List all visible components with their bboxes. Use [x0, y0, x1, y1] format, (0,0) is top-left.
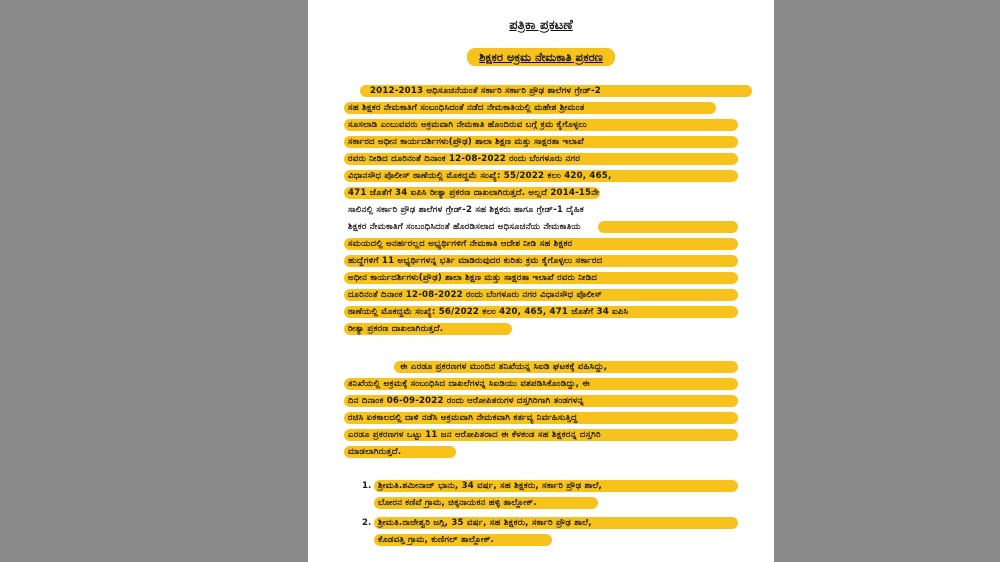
paragraph-line: ರವರು ನೀಡಿದ ದೂರಿನಂತೆ ದಿನಾಂಕ 12-08-2022 ರಂದು ಬೆಂಗಳೂರು ನಗರ — [348, 154, 581, 164]
paragraph-line: ಹುದ್ದೆಗಳಿಗೆ 11 ಅಭ್ಯರ್ಥಿಗಳನ್ನ ಭರ್ತಿ ಮಾಡಿರುವುದರ ಕುರಿತು ಕ್ರಮ ಕೈಗೊಳ್ಳಲು ಸರ್ಕಾರದ — [348, 256, 603, 266]
paragraph-line: ರಚಿಸಿ ಏಕಕಾಲದಲ್ಲಿ ದಾಳಿ ನಡೆಸಿ ಅಕ್ರಮವಾಗಿ ನೇಮಕವಾಗಿ ಕರ್ತವ್ಯ ನಿರ್ವಹಿಸುತ್ತಿದ್ದ — [348, 413, 578, 423]
list-item-line: ಬೋರನ ಕಣಿವೆ ಗ್ರಾಮ, ಚಿಕ್ಕನಾಯಕನ ಹಳ್ಳಿ ತಾಲ್ಲೋಕ್. — [378, 498, 537, 508]
highlight-mark — [598, 221, 738, 233]
paragraph-line: ದಿನ ದಿನಾಂಕ 06-09-2022 ರಂದು ಆರೋಪಿತರುಗಳ ದಸ್ತಗಿರಿಗಾಗಿ ತಂಡಗಳನ್ನ — [348, 396, 584, 406]
paragraph-line: ಶಿಕ್ಷಕರ ನೇಮಕಾತಿಗೆ ಸಂಬಂಧಿಸಿದಂತೆ ಹೊರಡಿಸಲಾದ ಅಧಿಸೂಚನೆಯ ನೇಮಕಾತಿಯ — [348, 222, 581, 232]
paragraph-line: ಸಾಲಿನಲ್ಲಿ ಸರ್ಕಾರಿ ಪ್ರೌಢ ಶಾಲೆಗಳ ಗ್ರೇಡ್-2 ಸಹ ಶಿಕ್ಷಕರು ಹಾಗೂ ಗ್ರೇಡ್-1 ದೈಹಿಕ — [348, 205, 584, 215]
paragraph-line: ವಿಧಾನಸೌಧ ಪೊಲೀಸ್ ಠಾಣೆಯಲ್ಲಿ ಮೊಕದ್ದಮೆ ಸಂಖ್ಯೆ: 55/2022 ಕಲಂ 420, 465, — [348, 171, 612, 181]
paragraph-line: ಸೂಸಲಾಡಿ ಎಂಬುವವರು ಅಕ್ರಮವಾಗಿ ನೇಮಕಾತಿ ಹೊಂದಿರುವ ಬಗ್ಗೆ ಕ್ರಮ ಕೈಗೊಳ್ಳಲು — [348, 120, 587, 130]
list-item-line: ಶ್ರೀಮತಿ.ಶಮೀನಾಜ್ ಭಾನು, 34 ವರ್ಷ, ಸಹ ಶಿಕ್ಷಕರು, ಸರ್ಕಾರಿ ಪ್ರೌಢ ಶಾಲೆ, — [378, 481, 603, 491]
paragraph-line: ತನಿಖೆಯಲ್ಲಿ ಅಕ್ರಮಕ್ಕೆ ಸಂಬಂಧಿಸಿದ ದಾಖಲೆಗಳನ್ನ ಸಿಐಡಿಯು ವಶಪಡಿಸಿಕೊಂಡಿದ್ದು, ಈ — [348, 379, 590, 389]
list-number: 1. — [362, 481, 372, 491]
paragraph-line: ಸರ್ಕಾರದ ಅಧೀನ ಕಾರ್ಯದರ್ಶಿಗಳು(ಪ್ರೌಢ) ಶಾಲಾ ಶಿಕ್ಷಣ ಮತ್ತು ಸಾಕ್ಷರತಾ ಇಲಾಖೆ — [348, 137, 584, 147]
press-release-title: ಪತ್ರಿಕಾ ಪ್ರಕಟಣೆ — [509, 18, 573, 33]
paragraph-line: ಈ ಎರಡೂ ಪ್ರಕರಣಗಳ ಮುಂದಿನ ತನಿಖೆಯನ್ನ ಸಿಐಡಿ ಘಟಕಕ್ಕೆ ವಹಿಸಿದ್ದು, — [400, 362, 608, 372]
paragraph-line: 2012-2013 ಅಧಿಸೂಚನೆಯಂತೆ ಸರ್ಕಾರಿ ಸರ್ಕಾರಿ ಪ್ರೌಢ ಶಾಲೆಗಳ ಗ್ರೇಡ್-2 — [370, 86, 601, 96]
list-item-line: ಶ್ರೀಮತಿ.ರಾಜೇಶ್ವರಿ ಜಗ್ಗಿ, 35 ವರ್ಷ, ಸಹ ಶಿಕ್ಷಕರು, ಸರ್ಕಾರಿ ಪ್ರೌಢ ಶಾಲೆ, — [378, 518, 592, 528]
paragraph-line: ರೀತ್ಯಾ ಪ್ರಕರಣ ದಾಖಲಾಗಿರುತ್ತದೆ. — [348, 324, 444, 334]
list-item-line: ಕೊಡವತ್ತಿ ಗ್ರಾಮ, ಕುಣಿಗಲ್ ತಾಲ್ಲೋಕ್. — [378, 535, 495, 545]
document-page — [308, 0, 774, 562]
paragraph-line: ಸಮಯದಲ್ಲಿ ಅನರ್ಹರಲ್ಲದ ಅಭ್ಯರ್ಥಿಗಳಿಗೆ ನೇಮಕಾತಿ ಆದೇಶ ನೀಡಿ ಸಹ ಶಿಕ್ಷಕರ — [348, 239, 573, 249]
paragraph-line: 471 ಜೊತೆಗೆ 34 ಐಪಿಸಿ ರೀತ್ಯಾ ಪ್ರಕರಣ ದಾಖಲಾಗಿರುತ್ತದೆ. ಅಲ್ಲದೆ 2014-15ನೇ — [348, 188, 599, 198]
paragraph-line: ಅಧೀನ ಕಾರ್ಯದರ್ಶಿಗಳು(ಪ್ರೌಢ) ಶಾಲಾ ಶಿಕ್ಷಣ ಮತ್ತು ಸಾಕ್ಷರತಾ ಇಲಾಖೆ ರವರು ನೀಡಿದ — [348, 273, 598, 283]
paragraph-line: ಠಾಣೆಯಲ್ಲಿ ಮೊಕದ್ದಮೆ ಸಂಖ್ಯೆ: 56/2022 ಕಲಂ 420, 465, 471 ಜೊತೆಗೆ 34 ಐಪಿಸಿ — [348, 307, 629, 317]
paragraph-line: ಎರಡೂ ಪ್ರಕರಣಗಳ ಒಟ್ಟು 11 ಜನ ಆರೋಪಿತರಾದ ಈ ಕೆಳಕಂಡ ಸಹ ಶಿಕ್ಷಕರನ್ನ ದಸ್ತಗಿರಿ — [348, 430, 601, 440]
list-number: 2. — [362, 518, 372, 528]
document-subtitle: ಶಿಕ್ಷಕರ ಅಕ್ರಮ ನೇಮಕಾತಿ ಪ್ರಕರಣ — [308, 50, 774, 65]
paragraph-line: ಸಹ ಶಿಕ್ಷಕರ ನೇಮಕಾತಿಗೆ ಸಂಬಂಧಿಸಿದಂತೆ ನಡೆದ ನೇಮಕಾತಿಯಲ್ಲಿ ಮಹೇಶ ಶ್ರೀಮಂತ — [348, 103, 585, 113]
paragraph-line: ದೂರಿನಂತೆ ದಿನಾಂಕ 12-08-2022 ರಂದು ಬೆಂಗಳೂರು ನಗರ ವಿಧಾನಸೌಧ ಪೊಲೀಸ್ — [348, 290, 603, 300]
paragraph-line: ಮಾಡಲಾಗಿರುತ್ತದೆ. — [348, 447, 402, 457]
